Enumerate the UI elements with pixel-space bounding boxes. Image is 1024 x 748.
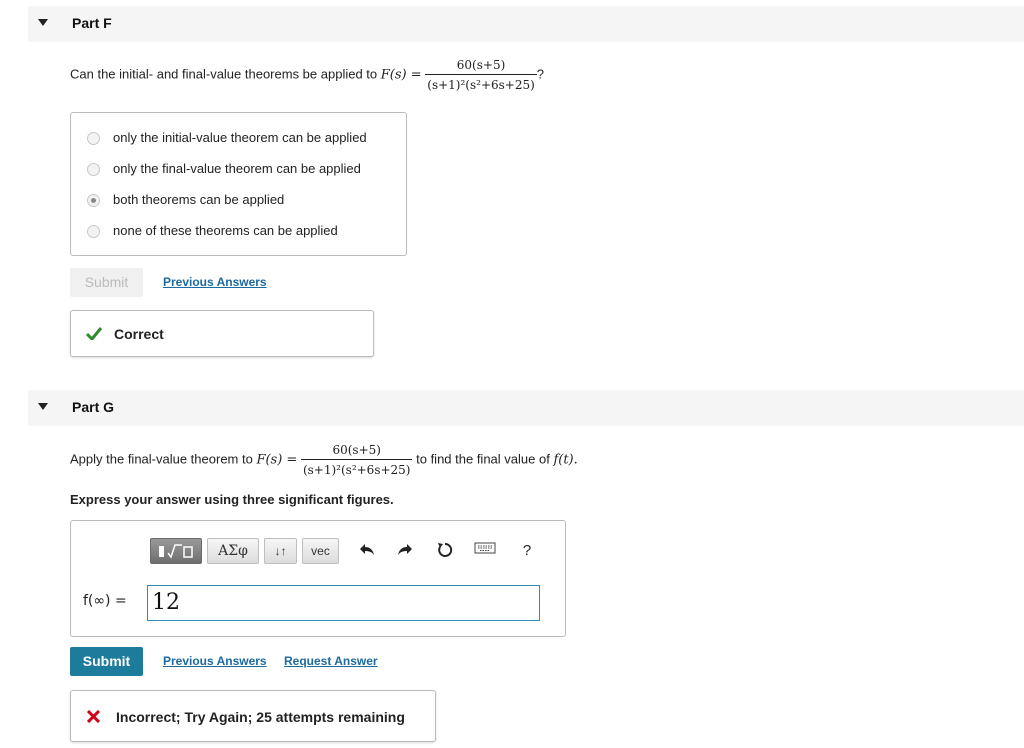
help-button[interactable]: ? [522, 542, 532, 559]
part-f-feedback: Correct [70, 310, 374, 357]
radio-button-selected[interactable] [87, 194, 100, 207]
answer-label: f(∞) = [83, 593, 127, 609]
undo-icon[interactable] [357, 541, 377, 561]
part-g-fraction: $\frac{60(s+5)}{\text{(s+1)²(s²+6s+25)}}$ [302, 443, 411, 477]
part-f-choices: only the initial-value theorem can be applied only the final-value theorem can be applied both theorems can be applied none of these theorems can be applied [70, 112, 407, 256]
redo-icon[interactable] [395, 541, 415, 561]
part-f-question: Can the initial- and final-value theorems be applied to F(s) = $\frac{60(s+5)}{\text{(s+1)²(s²+6s+25)}}$ ? [70, 58, 545, 92]
symbols-button[interactable]: ΑΣφ [207, 538, 259, 564]
part-g-submit-button[interactable]: Submit [70, 647, 143, 676]
math-answer-editor [70, 520, 566, 637]
vec-button[interactable]: vec [302, 538, 339, 564]
collapse-triangle-icon[interactable] [38, 403, 48, 410]
check-icon [86, 327, 102, 340]
collapse-triangle-icon[interactable] [38, 19, 48, 26]
part-g-instruction: Express your answer using three significant figures. [70, 492, 394, 507]
radio-button[interactable] [87, 225, 100, 238]
part-f-previous-answers-link[interactable]: Previous Answers [163, 275, 267, 289]
part-g-title: Part G [72, 399, 115, 415]
part-f-title: Part F [72, 15, 112, 31]
part-g-feedback: Incorrect; Try Again; 25 attempts remaining [70, 690, 436, 742]
fraction-sqrt-template-icon[interactable] [150, 538, 202, 564]
part-f-header[interactable] [28, 6, 1024, 42]
part-f-submit-button[interactable]: Submit [70, 268, 143, 297]
reset-icon[interactable] [435, 541, 455, 561]
keyboard-icon[interactable] [473, 541, 497, 561]
request-answer-link[interactable]: Request Answer [284, 654, 378, 668]
part-g-previous-answers-link[interactable]: Previous Answers [163, 654, 267, 668]
answer-input[interactable]: 12 [147, 585, 540, 621]
part-f-fraction: $\frac{60(s+5)}{\text{(s+1)²(s²+6s+25)}}$ [427, 58, 535, 92]
x-icon [87, 710, 100, 723]
part-g-question: Apply the final-value theorem to F(s) = $\frac{60(s+5)}{\text{(s+1)²(s²+6s+25)}}$ to find the final value of f(t). [70, 443, 578, 477]
arrows-button[interactable]: ↓↑ [264, 538, 297, 564]
part-g-header[interactable] [28, 390, 1024, 426]
radio-button[interactable] [87, 132, 100, 145]
radio-button[interactable] [87, 163, 100, 176]
